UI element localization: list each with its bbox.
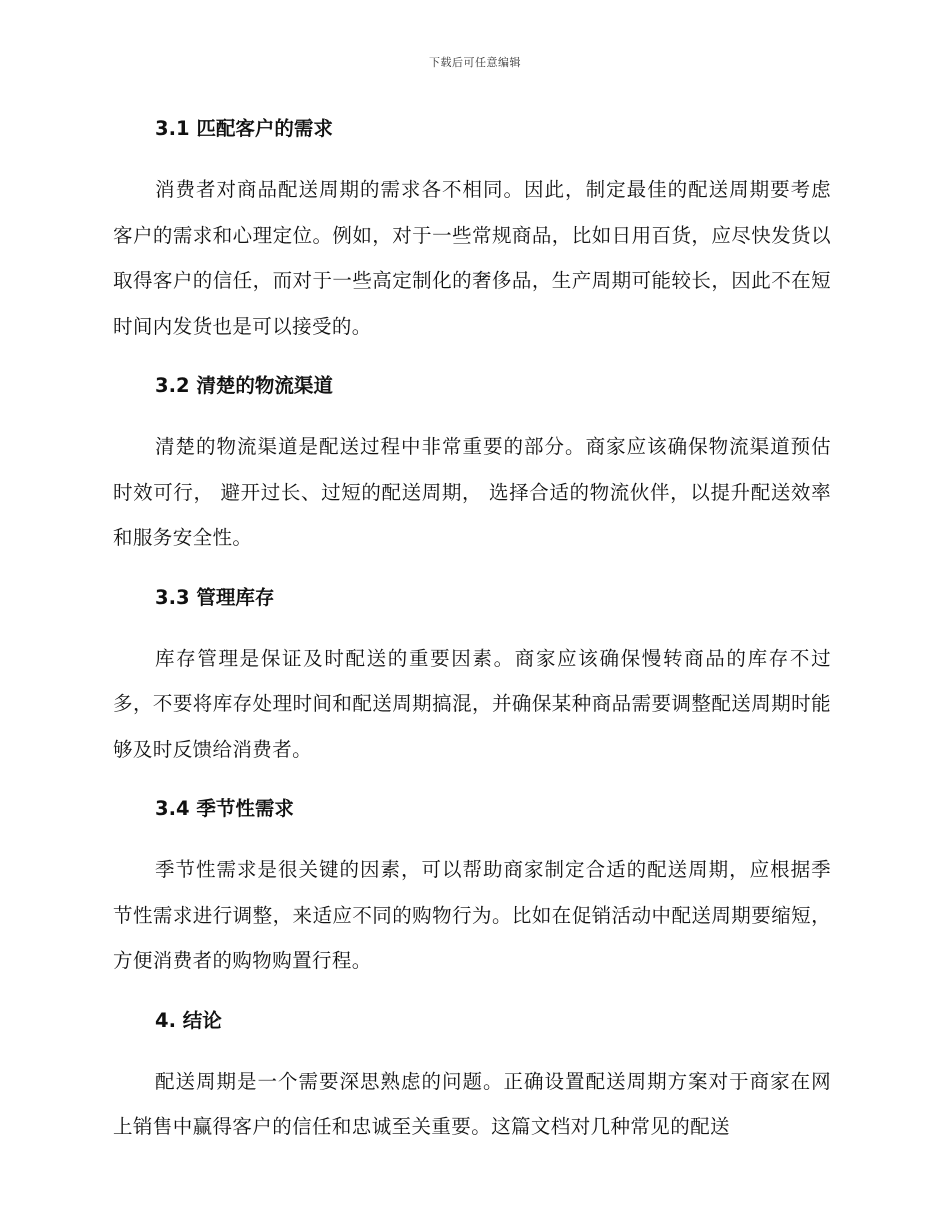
section-heading-3-2: 3.2 清楚的物流渠道 bbox=[155, 374, 333, 397]
section-paragraph-4: 配送周期是一个需要深思熟虑的问题。正确设置配送周期方案对于商家在网上销售中赢得客户的信任和忠诚至关重要。这篇文档对几种常见的配送 bbox=[113, 1069, 831, 1138]
document-body bbox=[113, 112, 831, 1150]
section-paragraph-3-3: 库存管理是保证及时配送的重要因素。商家应该确保慢转商品的库存不过多，不要将库存处理时间和配送周期搞混，并确保某种商品需要调整配送周期时能够及时反馈给消费者。 bbox=[113, 646, 831, 761]
section-paragraph-3-2: 清楚的物流渠道是配送过程中非常重要的部分。商家应该确保物流渠道预估时效可行， 避开过长、过短的配送周期， 选择合适的物流伙伴，以提升配送效率和服务安全性。 bbox=[113, 435, 831, 549]
section-heading-3-3: 3.3 管理库存 bbox=[155, 585, 275, 609]
section-heading-4: 4. 结论 bbox=[155, 1008, 222, 1032]
section-heading-3-1: 3.1 匹配客户的需求 bbox=[155, 117, 333, 140]
section-paragraph-3-4: 季节性需求是很关键的因素，可以帮助商家制定合适的配送周期，应根据季节性需求进行调整，来适应不同的购物行为。比如在促销活动中配送周期要缩短，方便消费者的购物购置行程。 bbox=[113, 858, 831, 972]
header-note: 下载后可任意编辑 bbox=[429, 56, 521, 69]
section-paragraph-3-1: 消费者对商品配送周期的需求各不相同。因此，制定最佳的配送周期要考虑客户的需求和心理定位。例如，对于一些常规商品，比如日用百货，应尽快发货以取得客户的信任，而对于一些高定制化的奢侈品，生产周期可能较长，因此不在短时间内发货也是可以接受的。 bbox=[113, 178, 831, 338]
section-heading-3-4: 3.4 季节性需求 bbox=[155, 797, 294, 820]
